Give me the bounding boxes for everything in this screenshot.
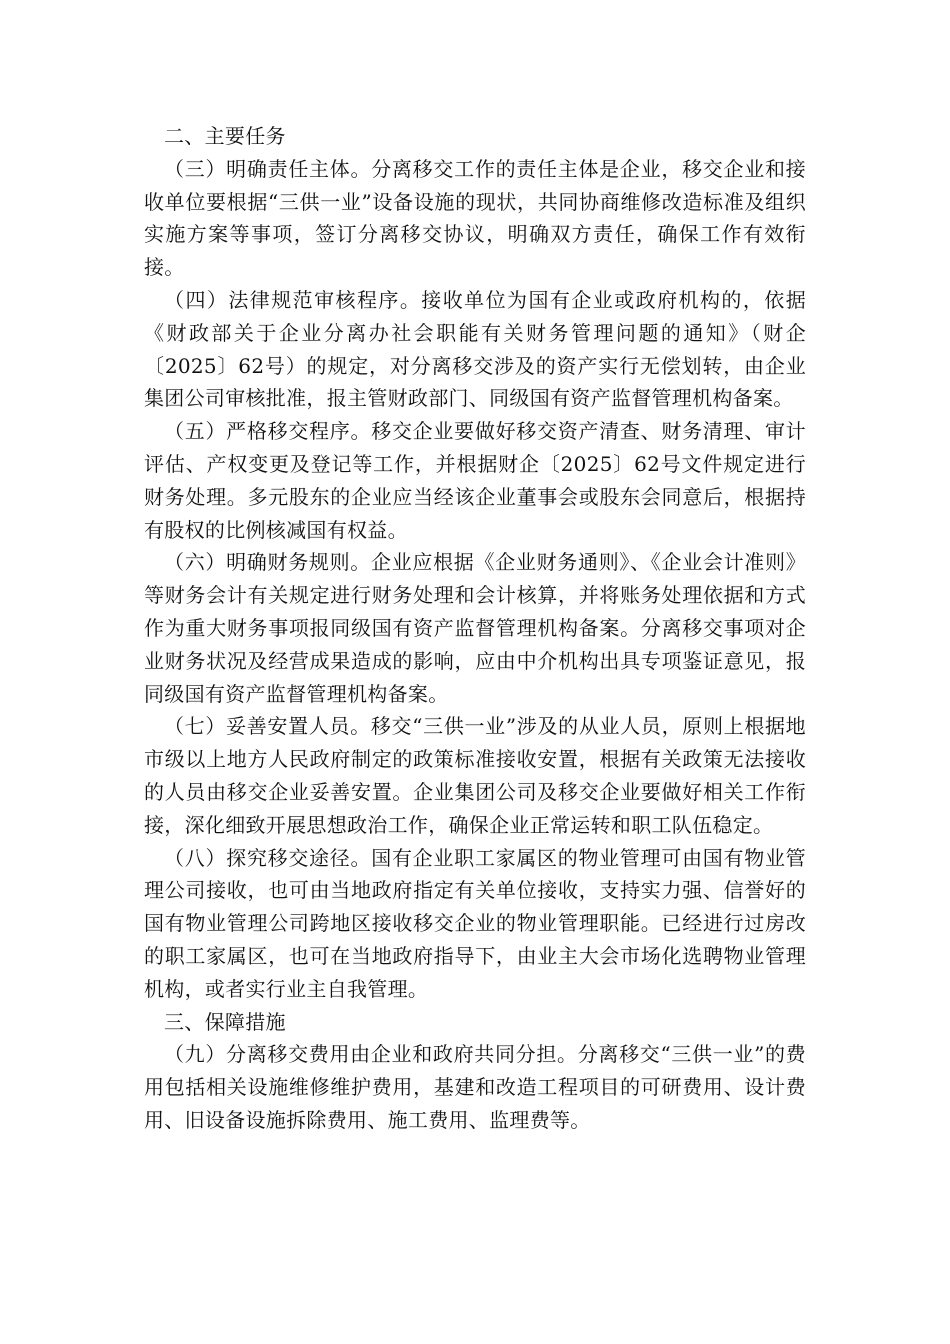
section-heading-safeguards: 三、保障措施 [164, 1009, 286, 1034]
paragraph-9: （九）分离移交费用由企业和政府共同分担。分离移交“三供一业”的费用包括相关设施维修维护费用，基建和改造工程项目的可研费用、设计费用、旧设备设施拆除费用、施工费用、监理费等。 [144, 1042, 806, 1132]
paragraph-4: （四）法律规范审核程序。接收单位为国有企业或政府机构的，依据《财政部关于企业分离办社会职能有关财务管理问题的通知》（财企〔2025〕62号）的规定，对分离移交涉及的资产实行无偿划转，由企业集团公司审核批准，报主管财政部门、同级国有资产监督管理机构备案。 [144, 287, 806, 411]
paragraph-3: （三）明确责任主体。分离移交工作的责任主体是企业，移交企业和接收单位要根据“三供一业”设备设施的现状，共同协商维修改造标准及组织实施方案等事项，签订分离移交协议，明确双方责任，确保工作有效衔接。 [144, 156, 806, 280]
section-heading-main-tasks: 二、主要任务 [164, 124, 286, 148]
document-body [144, 120, 806, 1137]
paragraph-8: （八）探究移交途径。国有企业职工家属区的物业管理可由国有物业管理公司接收，也可由当地政府指定有关单位接收，支持实力强、信誉好的国有物业管理公司跨地区接收移交企业的物业管理职能。已经进行过房改的职工家属区，也可在当地政府指导下，由业主大会市场化选聘物业管理机构，或者实行业主自我管理。 [144, 845, 806, 1001]
paragraph-5: （五）严格移交程序。移交企业要做好移交资产清查、财务清理、审计评估、产权变更及登记等工作，并根据财企〔2025〕62号文件规定进行财务处理。多元股东的企业应当经该企业董事会或股东会同意后，根据持有股权的比例核减国有权益。 [144, 419, 806, 542]
paragraph-6: （六）明确财务规则。企业应根据《企业财务通则》、《企业会计准则》等财务会计有关规定进行财务处理和会计核算，并将账务处理依据和方式作为重大财务事项报同级国有资产监督管理机构备案。分离移交事项对企业财务状况及经营成果造成的影响，应由中介机构出具专项鉴证意见，报同级国有资产监督管理机构备案。 [144, 550, 806, 706]
paragraph-7: （七）妥善安置人员。移交“三供一业”涉及的从业人员，原则上根据地市级以上地方人民政府制定的政策标准接收安置，根据有关政策无法接收的人员由移交企业妥善安置。企业集团公司及移交企业要做好相关工作衔接，深化细致开展思想政治工作，确保企业正常运转和职工队伍稳定。 [144, 714, 806, 837]
